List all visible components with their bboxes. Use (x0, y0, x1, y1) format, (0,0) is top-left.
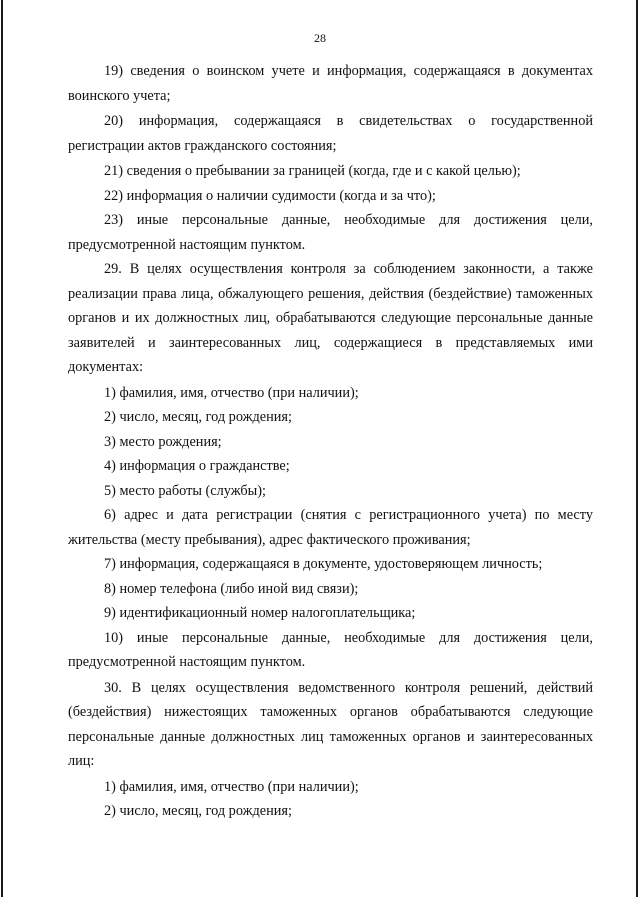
section-30-item-2: 2) число, месяц, год рождения; (104, 803, 292, 819)
section-29-item-7: 7) информация, содержащаяся в документе, удостоверяющем личность; (104, 556, 543, 572)
list-item-20: 20) информация, содержащаяся в свидетельствах о государственной регистрации актов гражданского состояния; (68, 113, 593, 154)
section-29-item-1: 1) фамилия, имя, отчество (при наличии); (104, 384, 359, 401)
section-29: 29. В целях осуществления контроля за соблюдением законности, а также реализации права лица, обжалующего решения, действия (бездействие) таможенных органов и их должностных лиц, обрабатываются следующие персональные данные заявителей и заинтересованных лиц, содержащиеся в представляемых ими документах: (68, 261, 593, 375)
list-item-23: 23) иные персональные данные, необходимые для достижения цели, предусмотренной настоящим пунктом. (68, 212, 593, 253)
list-item-19: 19) сведения о воинском учете и информация, содержащаяся в документах воинского учета; (68, 63, 593, 104)
scan-border-left (1, 0, 3, 897)
section-29-item-6: 6) адрес и дата регистрации (снятия с регистрационного учета) по месту жительства (месту пребывания), адрес фактического проживания; (68, 507, 593, 548)
section-29-item-9: 9) идентификационный номер налогоплательщика; (104, 605, 416, 621)
section-29-item-8: 8) номер телефона (либо иной вид связи); (104, 580, 359, 597)
document-body (68, 59, 593, 824)
scan-border-right (636, 0, 638, 897)
section-29-item-10: 10) иные персональные данные, необходимые для достижения цели, предусмотренной настоящим пунктом. (68, 629, 593, 670)
list-item-21: 21) сведения о пребывании за границей (когда, где и с какой целью); (104, 163, 521, 179)
section-29-item-3: 3) место рождения; (104, 433, 222, 450)
section-30: 30. В целях осуществления ведомственного контроля решений, действий (бездействия) нижестоящих таможенных органов обрабатываются следующие персональные данные должностных лиц таможенных органов и заинтересованных лиц: (68, 679, 593, 769)
section-29-item-2: 2) число, месяц, год рождения; (104, 409, 292, 425)
section-29-item-5: 5) место работы (службы); (104, 482, 267, 499)
page-number: 28 (314, 31, 326, 45)
list-item-22: 22) информация о наличии судимости (когда и за что); (104, 187, 436, 204)
section-29-item-4: 4) информация о гражданстве; (104, 458, 290, 474)
section-30-item-1: 1) фамилия, имя, отчество (при наличии); (104, 778, 359, 795)
